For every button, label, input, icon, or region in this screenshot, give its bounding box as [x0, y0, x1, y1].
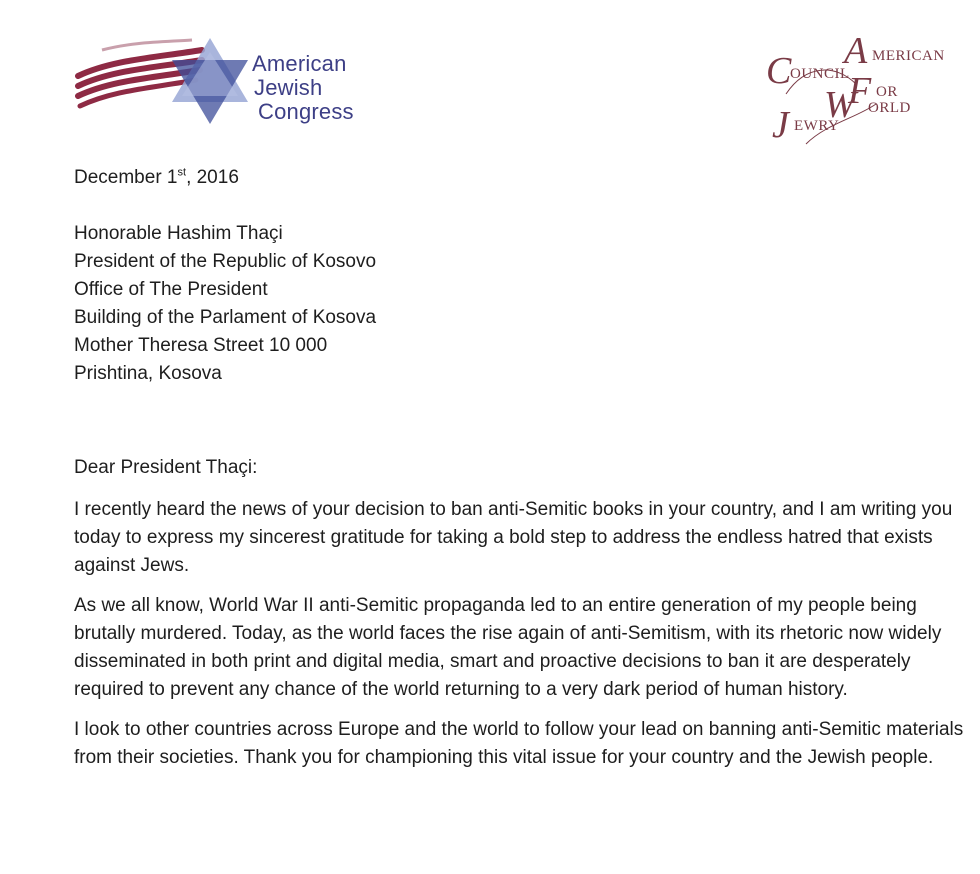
date-suffix: , 2016 [186, 167, 239, 188]
address-line: Prishtina, Kosova [74, 363, 222, 384]
letter-body [74, 164, 974, 772]
body-paragraph: As we all know, World War II anti-Semitic propaganda led to an entire generation of my people being brutally murdered. Today, as the world faces the rise again of anti-Semitism, with its rhetoric now widely disseminated in both print and digital media, smart and proactive decisions to ban it are desperately required to prevent any chance of the world returning to a very dark period of human history. [74, 595, 942, 700]
body-paragraph: I recently heard the news of your decision to ban anti-Semitic books in your country, and I am writing you today to express my sincerest gratitude for taking a bold step to address the endless hatred that exists against Jews. [74, 499, 953, 576]
ajc-wordmark [252, 52, 354, 124]
acwj-word-council: OUNCIL [790, 66, 850, 82]
acwj-initial-c: C [766, 50, 792, 92]
acwj-word-world: ORLD [868, 100, 911, 116]
acwj-initial-f: F [848, 70, 872, 112]
address-line: Mother Theresa Street 10 000 [74, 335, 328, 356]
flag-star-emblem-icon [72, 30, 262, 130]
date-prefix: December 1 [74, 167, 178, 188]
salutation: Dear President Thaçi: [74, 457, 258, 478]
ajc-wordmark-line1: American [252, 51, 347, 76]
acwj-flourish-icon [766, 30, 966, 154]
american-jewish-congress-logo [72, 30, 392, 140]
body-paragraph: I look to other countries across Europe and the world to follow your lead on banning anti-Semitic materials from their societies. Thank you for championing this vital issue for your country and the Jewish people. [74, 719, 964, 768]
address-line: President of the Republic of Kosovo [74, 251, 377, 272]
acwj-word-for: OR [876, 84, 898, 100]
ajc-wordmark-line2: Jewish [254, 75, 323, 100]
american-council-for-world-jewry-logo [766, 30, 966, 154]
acwj-word-american: MERICAN [872, 48, 945, 64]
acwj-initial-j: J [772, 104, 789, 146]
acwj-initial-w: W [824, 84, 856, 126]
address-line: Office of The President [74, 279, 268, 300]
recipient-address [74, 220, 974, 388]
ajc-wordmark-line3: Congress [258, 99, 354, 124]
date-superscript: st [177, 166, 187, 179]
letter-date [74, 164, 974, 192]
acwj-initial-a: A [844, 30, 868, 72]
address-line: Building of the Parlament of Kosova [74, 307, 377, 328]
address-line: Honorable Hashim Thaçi [74, 223, 283, 244]
acwj-word-jewry: EWRY [794, 118, 840, 134]
